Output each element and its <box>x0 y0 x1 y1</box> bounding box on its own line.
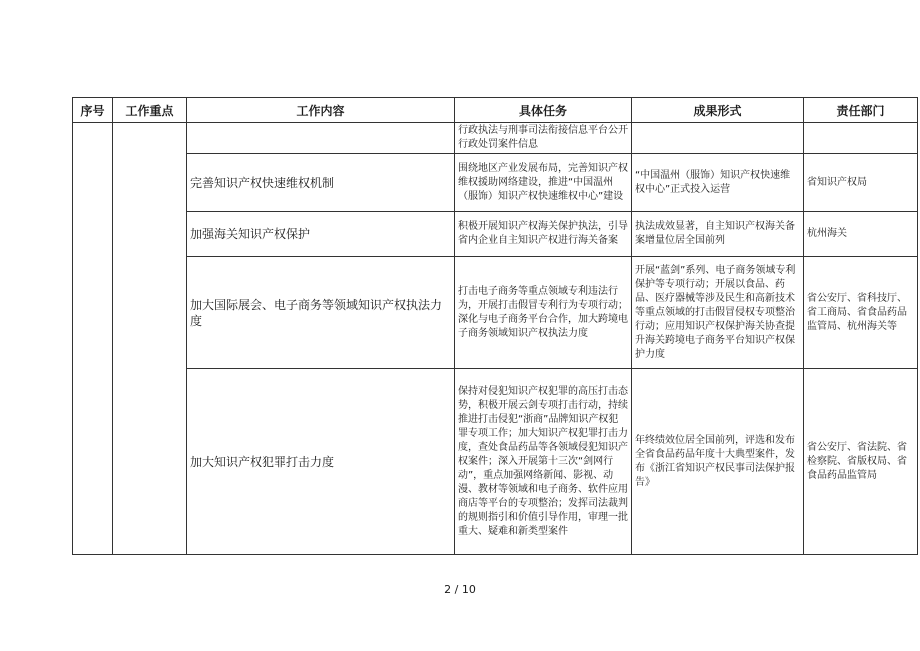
table-row <box>73 257 918 369</box>
task-cell: 打击电子商务等重点领域专利违法行为，开展打击假冒专利行为专项行动；深化与电子商务平台合作，加大跨境电子商务领域知识产权执法力度 <box>455 257 632 369</box>
result-cell: 开展“蓝剑”系列、电子商务领域专利保护等专项行动；开展以食品、药品、医疗器械等涉及民生和高新技术等重点领域的打击假冒侵权专项整治行动；应用知识产权保护海关协查提升海关跨境电子商务平台知识产权保护力度 <box>632 257 804 369</box>
task-table <box>72 97 918 555</box>
header-task: 具体任务 <box>455 98 632 123</box>
header-content: 工作内容 <box>187 98 455 123</box>
header-index: 序号 <box>73 98 113 123</box>
dept-cell: 省公安厅、省科技厅、省工商局、省食品药品监管局、杭州海关等 <box>804 257 918 369</box>
header-dept: 责任部门 <box>804 98 918 123</box>
content-cell: 加大国际展会、电子商务等领域知识产权执法力度 <box>187 257 455 369</box>
task-cell: 积极开展知识产权海关保护执法，引导省内企业自主知识产权进行海关备案 <box>455 212 632 257</box>
dept-cell: 省公安厅、省法院、省检察院、省版权局、省食品药品监管局 <box>804 369 918 555</box>
table-row <box>73 123 918 154</box>
dept-cell: 省知识产权局 <box>804 154 918 212</box>
table-row <box>73 154 918 212</box>
result-cell: 执法成效显著，自主知识产权海关备案增量位居全国前列 <box>632 212 804 257</box>
header-row <box>73 98 918 123</box>
page-number: 2 / 10 <box>444 583 476 596</box>
task-cell: 保持对侵犯知识产权犯罪的高压打击态势，积极开展云剑专项打击行动，持续推进打击侵犯“浙商”品牌知识产权犯罪专项工作；加大知识产权犯罪打击力度，查处食品药品等各领域侵犯知识产权案件；深入开展第十三次“剑网行动”，重点加强网络新闻、影视、动漫、教材等领域和电子商务、软件应用商店等平台的专项整治；发挥司法裁判的规则指引和价值引导作用，审理一批重大、疑难和新类型案件 <box>455 369 632 555</box>
content-cell: 完善知识产权快速维权机制 <box>187 154 455 212</box>
result-cell <box>632 123 804 154</box>
header-result: 成果形式 <box>632 98 804 123</box>
table-row <box>73 369 918 555</box>
index-cell <box>73 123 113 555</box>
focus-cell <box>113 123 187 555</box>
content-cell: 加大知识产权犯罪打击力度 <box>187 369 455 555</box>
task-cell: 行政执法与刑事司法衔接信息平台公开行政处罚案件信息 <box>455 123 632 154</box>
dept-cell: 杭州海关 <box>804 212 918 257</box>
dept-cell <box>804 123 918 154</box>
table-row <box>73 212 918 257</box>
task-cell: 围绕地区产业发展布局，完善知识产权维权援助网络建设，推进“中国温州（服饰）知识产权快速维权中心”建设 <box>455 154 632 212</box>
result-cell: 年终绩效位居全国前列，评选和发布全省食品药品年度十大典型案件，发布《浙江省知识产权民事司法保护报告》 <box>632 369 804 555</box>
header-focus: 工作重点 <box>113 98 187 123</box>
content-cell <box>187 123 455 154</box>
content-cell: 加强海关知识产权保护 <box>187 212 455 257</box>
result-cell: “中国温州（服饰）知识产权快速维权中心”正式投入运营 <box>632 154 804 212</box>
